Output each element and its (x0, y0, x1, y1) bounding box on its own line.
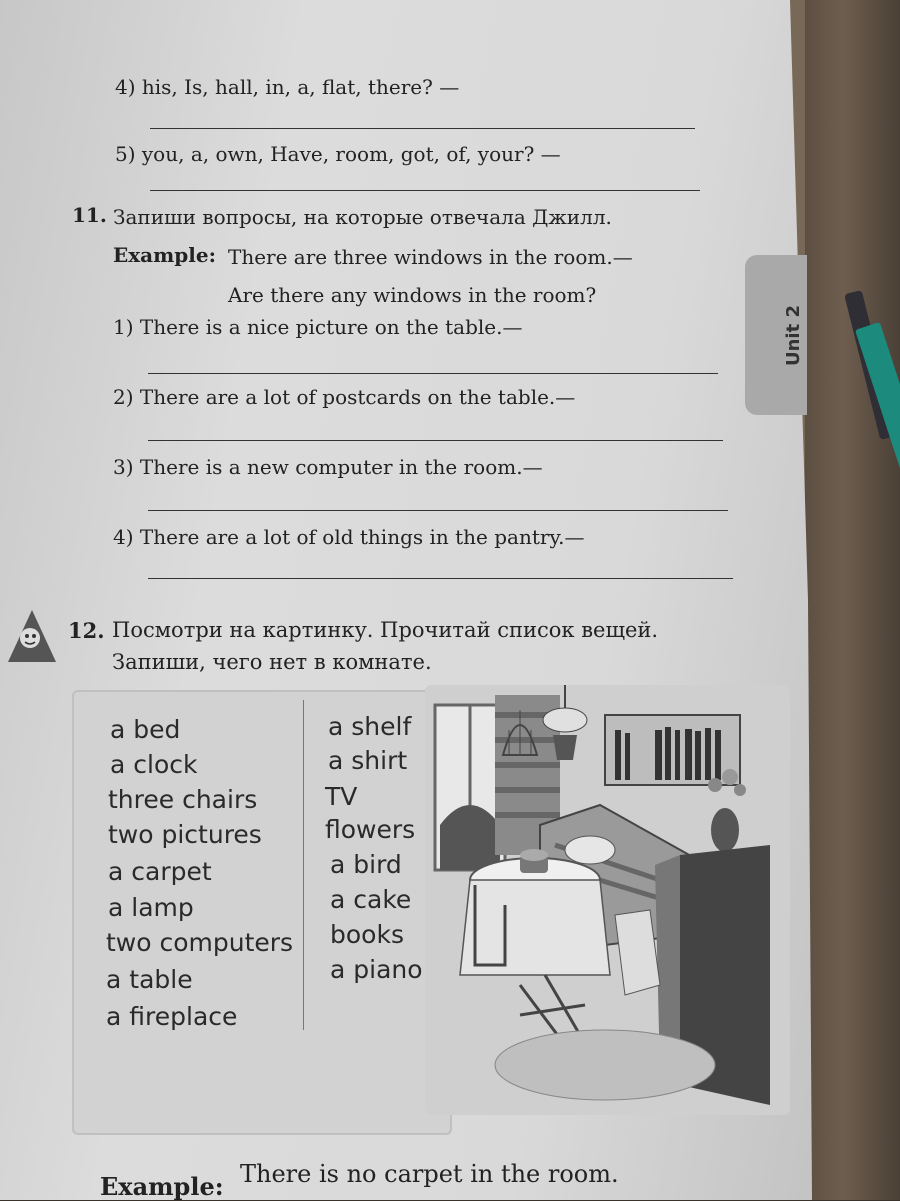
answer-line[interactable] (150, 128, 695, 129)
word-list-item: a cake (330, 885, 412, 914)
ex12-instruction-line2: Запиши, чего нет в комнате. (112, 650, 432, 674)
ex11-item-3: 3) There is a new computer in the room.— (113, 455, 543, 479)
word-list-item: a shirt (328, 746, 408, 775)
answer-line[interactable] (150, 190, 700, 191)
word-list-item: TV (325, 782, 358, 811)
word-list-item: three chairs (108, 785, 258, 814)
word-list-item: a carpet (108, 857, 212, 886)
answer-line[interactable] (148, 373, 718, 374)
book-cover-edge (805, 0, 900, 1200)
word-list-item: a bird (330, 850, 402, 879)
word-list-item: a fireplace (106, 1002, 238, 1031)
word-list-item: a clock (110, 750, 198, 779)
ex11-example-line2: Are there any windows in the room? (228, 283, 597, 307)
ex11-item-4: 4) There are a lot of old things in the pantry.— (113, 525, 585, 549)
answer-line[interactable] (148, 578, 733, 579)
word-list-item: flowers (325, 815, 416, 844)
ex12-instruction-line1: Посмотри на картинку. Прочитай список вещей. (112, 618, 659, 642)
word-list-item: a bed (110, 715, 181, 744)
ex10-item-4: 4) his, Is, hall, in, a, flat, there? — (115, 75, 460, 99)
word-list-item: a table (106, 965, 193, 994)
ex12-example-text: There is no carpet in the room. (240, 1160, 619, 1188)
unit-tab-label: Unit 2 (783, 305, 804, 366)
word-list-item: books (330, 920, 404, 949)
task-star-icon (6, 608, 58, 664)
ex11-item-1: 1) There is a nice picture on the table.— (113, 315, 523, 339)
ex11-item-2: 2) There are a lot of postcards on the table.— (113, 385, 576, 409)
list-divider (303, 700, 304, 1030)
ex11-number: 11. (72, 203, 107, 227)
word-list-item: a lamp (108, 893, 194, 922)
word-list-item: a piano (330, 955, 423, 984)
answer-line[interactable] (148, 510, 728, 511)
ex12-number: 12. (68, 618, 105, 643)
word-list-item: two pictures (108, 820, 262, 849)
word-list-item: two computers (106, 928, 294, 957)
word-list-item: a shelf (328, 712, 412, 741)
answer-line[interactable] (148, 440, 723, 441)
ex11-instruction: Запиши вопросы, на которые отвечала Джилл. (113, 205, 612, 229)
ex11-example-line1: There are three windows in the room.— (228, 245, 633, 269)
ex11-example-label: Example: (113, 243, 216, 267)
ex10-item-5: 5) you, a, own, Have, room, got, of, your? — (115, 142, 561, 166)
ex12-example-label: Example: (100, 1172, 224, 1201)
room-illustration (425, 685, 790, 1115)
